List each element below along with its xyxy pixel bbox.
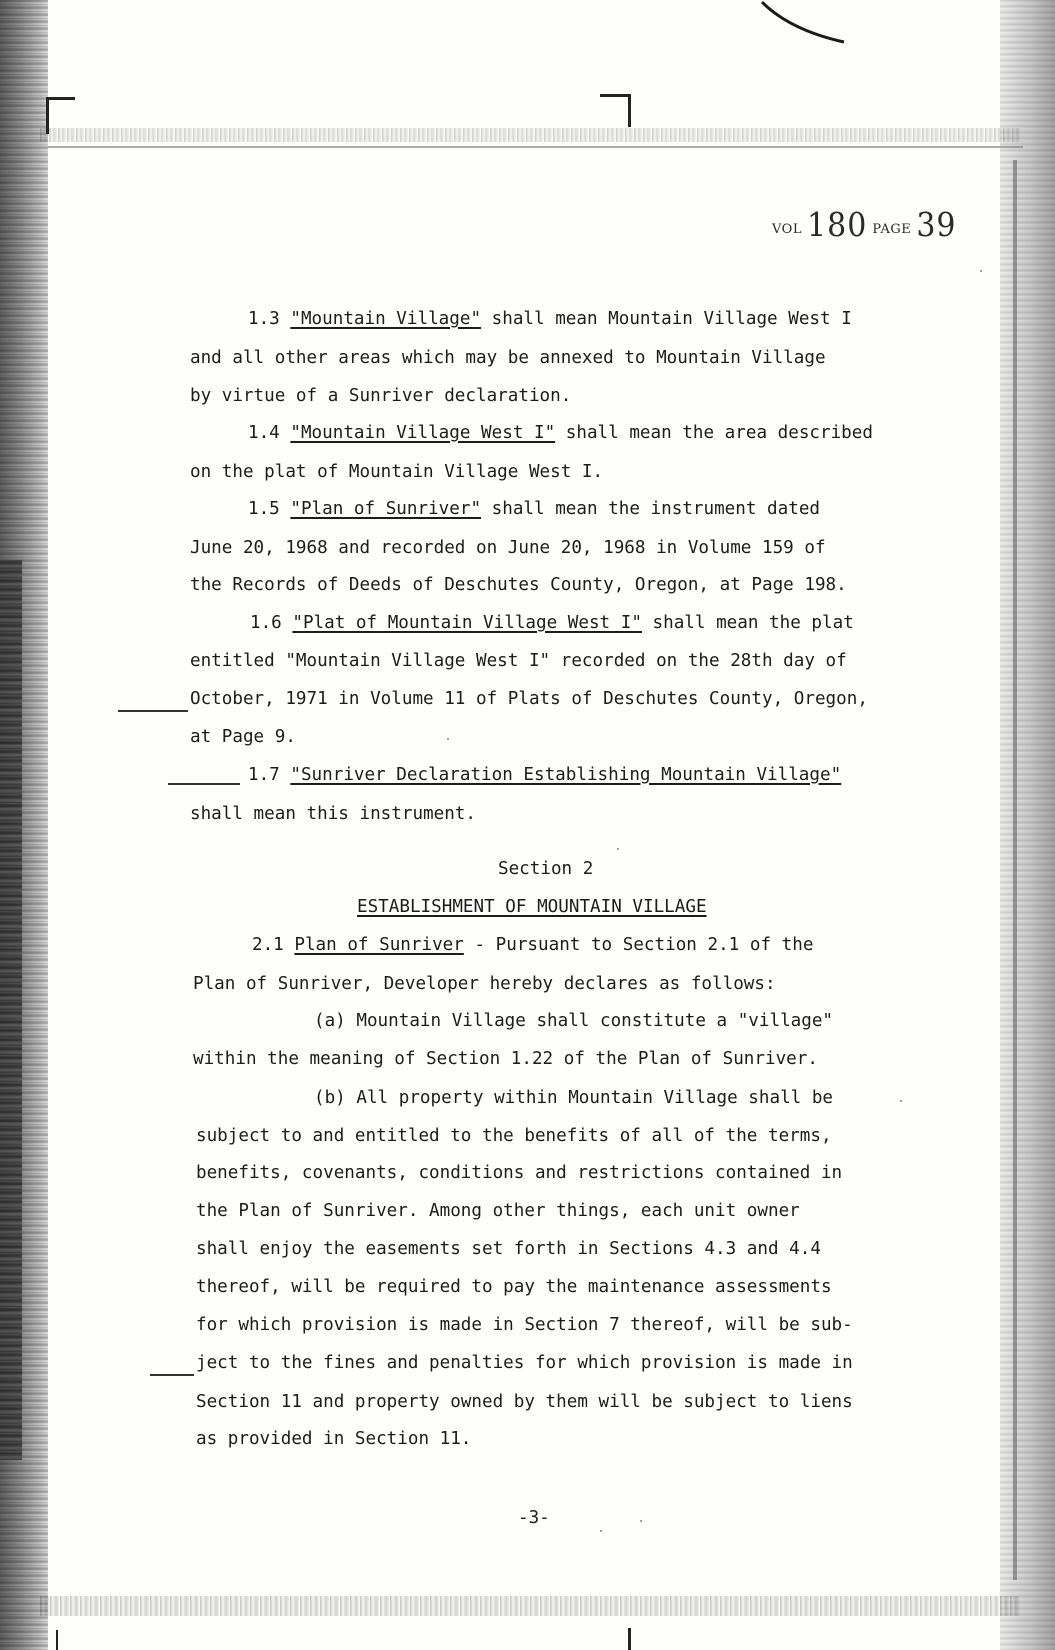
text-line: Section 11 and property owned by them will be subject to liens <box>196 1392 853 1412</box>
clause-text: shall mean Mountain Village West I <box>491 309 852 329</box>
scan-edge-top-line <box>48 146 1023 148</box>
scan-edge-bottom <box>40 1596 1020 1616</box>
crop-mark-bottom-left <box>56 1630 58 1650</box>
text-line: shall mean this instrument. <box>190 804 476 824</box>
defined-term: "Mountain Village" <box>290 309 482 329</box>
text-line: and all other areas which may be annexed to Mountain Village <box>190 348 826 368</box>
definition-1-3 <box>248 308 852 330</box>
section-title-text: ESTABLISHMENT OF MOUNTAIN VILLAGE <box>357 897 707 917</box>
subparagraph-a: (a) Mountain Village shall constitute a "village" <box>314 1011 834 1031</box>
defined-term: "Plat of Mountain Village West I" <box>292 613 642 633</box>
text-line: benefits, covenants, conditions and restrictions contained in <box>196 1163 843 1183</box>
text-line: Plan of Sunriver, Developer hereby declares as follows: <box>193 974 776 994</box>
text-line: within the meaning of Section 1.22 of the Plan of Sunriver. <box>193 1049 818 1069</box>
pen-stroke-mark <box>760 0 850 50</box>
clause-text: shall mean the area described <box>565 423 873 443</box>
crop-mark-top-left <box>46 97 75 134</box>
scan-speck <box>447 738 449 740</box>
clause-number: 2.1 <box>252 935 295 955</box>
text-line: ject to the fines and penalties for which provision is made in <box>196 1353 853 1373</box>
text-line: as provided in Section 11. <box>196 1429 472 1449</box>
text-line: on the plat of Mountain Village West I. <box>190 462 604 482</box>
clause-number: 1.3 <box>248 309 291 329</box>
crop-mark-top-center <box>600 94 631 127</box>
volume-page-stamp <box>772 208 957 243</box>
scan-speck <box>980 270 982 272</box>
margin-dash-mark <box>150 1374 194 1376</box>
definition-1-6 <box>250 612 854 634</box>
clause-text: - Pursuant to Section 2.1 of the <box>474 935 814 955</box>
scan-shadow-left <box>0 560 22 1460</box>
scan-speck <box>900 1100 902 1102</box>
scan-edge-line-right <box>1013 160 1017 1580</box>
text-line: entitled "Mountain Village West I" recorded on the 28th day of <box>190 651 847 671</box>
text-line: subject to and entitled to the benefits of all of the terms, <box>196 1126 832 1146</box>
scan-speck <box>600 1530 602 1532</box>
section-heading-number: Section 2 <box>498 859 594 879</box>
text-line: at Page 9. <box>190 727 296 747</box>
scan-edge-right <box>1000 0 1055 1650</box>
paragraph-2-1 <box>252 934 813 956</box>
text-line: the Records of Deeds of Deschutes County, Oregon, at Page 198. <box>190 575 847 595</box>
vol-label: VOL <box>772 222 802 237</box>
page-number-stamp: 39 <box>916 206 957 245</box>
vol-number: 180 <box>807 206 868 245</box>
defined-term: "Plan of Sunriver" <box>290 499 482 519</box>
defined-term: "Mountain Village West I" <box>290 423 556 443</box>
text-line: shall enjoy the easements set forth in Sections 4.3 and 4.4 <box>196 1239 821 1259</box>
crop-mark-bottom-center <box>628 1628 631 1650</box>
text-line: the Plan of Sunriver. Among other things, each unit owner <box>196 1201 800 1221</box>
margin-dash-mark <box>168 783 240 785</box>
text-line: June 20, 1968 and recorded on June 20, 1968 in Volume 159 of <box>190 538 826 558</box>
clause-text: shall mean the plat <box>652 613 854 633</box>
text-line: for which provision is made in Section 7 thereof, will be sub- <box>196 1315 853 1335</box>
text-line: October, 1971 in Volume 11 of Plats of Deschutes County, Oregon, <box>190 689 868 709</box>
clause-number: 1.6 <box>250 613 293 633</box>
scan-speck <box>617 848 619 850</box>
page-footer-number: -3- <box>518 1508 550 1528</box>
definition-1-4 <box>248 422 873 444</box>
scan-edge-top <box>40 128 1020 142</box>
section-heading-title <box>357 896 707 918</box>
definition-1-7 <box>248 764 841 786</box>
page-label: PAGE <box>872 222 912 237</box>
defined-term: "Sunriver Declaration Establishing Mountain Village" <box>290 765 842 785</box>
scan-speck <box>640 1520 642 1522</box>
clause-number: 1.4 <box>248 423 291 443</box>
clause-number: 1.5 <box>248 499 291 519</box>
text-line: by virtue of a Sunriver declaration. <box>190 386 572 406</box>
clause-text: shall mean the instrument dated <box>491 499 821 519</box>
margin-dash-mark <box>118 710 188 712</box>
clause-number: 1.7 <box>248 765 291 785</box>
paragraph-heading: Plan of Sunriver <box>294 935 464 955</box>
definition-1-5 <box>248 498 820 520</box>
text-line: thereof, will be required to pay the maintenance assessments <box>196 1277 832 1297</box>
subparagraph-b: (b) All property within Mountain Village shall be <box>314 1088 834 1108</box>
